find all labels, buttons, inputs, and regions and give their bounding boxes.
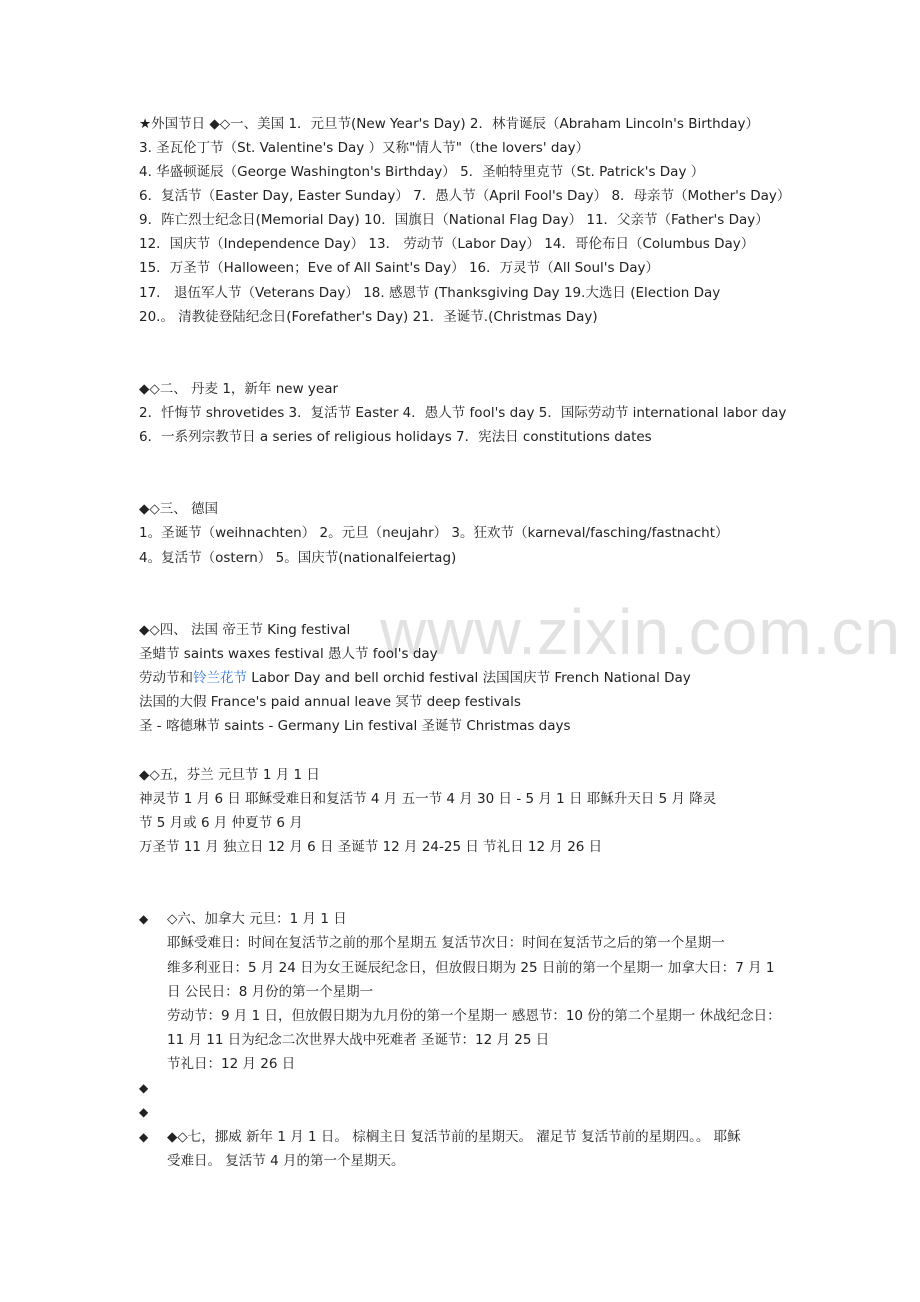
finland-line-3: 节 5 月或 6 月 仲夏节 6 月 — [139, 815, 303, 831]
us-line-7: 15．万圣节（Halloween；Eve of All Saint's Day） 16．万灵节（All Soul's Day） — [139, 260, 659, 276]
empty-bullet-1: ◆ — [139, 1081, 149, 1095]
canada-line-3: 维多利亚日：5 月 24 日为女王诞辰纪念日，但放假日期为 25 日前的第一个星期一 加拿大日：7 月 1 — [167, 960, 775, 976]
france-line-4: 法国的大假 France's paid annual leave 冥节 deep festivals — [139, 694, 521, 710]
france-line-3 — [139, 666, 799, 690]
france-line-1: ◆◇四、 法国 帝王节 King festival — [139, 622, 351, 638]
us-line-5: 9．阵亡烈士纪念日(Memorial Day) 10．国旗日（National Flag Day） 11．父亲节（Father's Day） — [139, 212, 769, 228]
germany-line-2: 1。圣诞节（weihnachten） 2。元旦（neujahr） 3。狂欢节（karneval/fasching/fastnacht） — [139, 525, 729, 541]
finland-line-1: ◆◇五，芬兰 元旦节 1 月 1 日 — [139, 767, 320, 783]
canada-bullet: ◆ — [139, 912, 149, 926]
norway-line-1: ◆◇七，挪威 新年 1 月 1 日。 棕榈主日 复活节前的星期天。 濯足节 复活节前的星期四。。 耶稣 — [167, 1129, 741, 1145]
france-line-3-pre: 劳动节和 — [139, 670, 193, 686]
france-line-3-post: Labor Day and bell orchid festival 法国国庆节 French National Day — [247, 670, 691, 686]
us-line-8: 17． 退伍军人节（Veterans Day） 18. 感恩节 (Thanksgiving Day 19.大选日 (Election Day — [139, 285, 721, 301]
empty-bullet-2: ◆ — [139, 1105, 149, 1119]
canada-line-7: 节礼日：12 月 26 日 — [167, 1056, 296, 1072]
us-line-2: 3. 圣瓦伦丁节（St. Valentine's Day ）又称"情人节"（the lovers' day） — [139, 140, 590, 156]
canada-line-4: 日 公民日：8 月份的第一个星期一 — [167, 984, 374, 1000]
watermark: www.zixin.com.cn — [380, 596, 901, 668]
canada-line-6: 11 月 11 日为纪念二次世界大战中死难者 圣诞节：12 月 25 日 — [167, 1032, 550, 1048]
germany-line-3: 4。复活节（ostern） 5。国庆节(nationalfeiertag) — [139, 550, 457, 566]
germany-line-1: ◆◇三、 德国 — [139, 501, 219, 517]
finland-line-4: 万圣节 11 月 独立日 12 月 6 日 圣诞节 12 月 24-25 日 节礼日 12 月 26 日 — [139, 839, 603, 855]
us-line-3: 4. 华盛顿诞辰（George Washington's Birthday） 5．圣帕特里克节（St. Patrick's Day ） — [139, 164, 705, 180]
norway-line-2: 受难日。 复活节 4 月的第一个星期天。 — [167, 1153, 405, 1169]
us-line-1: ★外国节日 ◆◇一、美国 1．元旦节(New Year's Day) 2．林肯诞辰（Abraham Lincoln's Birthday） — [139, 116, 759, 132]
france-line-2: 圣蜡节 saints waxes festival 愚人节 fool's day — [139, 646, 438, 662]
norway-bullet: ◆ — [139, 1130, 149, 1144]
us-line-4: 6．复活节（Easter Day, Easter Sunday） 7．愚人节（April Fool's Day） 8．母亲节（Mother's Day） — [139, 188, 791, 204]
us-line-6: 12．国庆节（Independence Day） 13． 劳动节（Labor Day） 14．哥伦布日（Columbus Day） — [139, 236, 755, 252]
denmark-line-1: ◆◇二、 丹麦 1，新年 new year — [139, 381, 339, 397]
lily-festival-link[interactable]: 铃兰花节 — [193, 670, 247, 686]
canada-line-2: 耶稣受难日：时间在复活节之前的那个星期五 复活节次日：时间在复活节之后的第一个星期一 — [167, 935, 725, 951]
canada-line-5: 劳动节：9 月 1 日，但放假日期为九月份的第一个星期一 感恩节：10 份的第二个星期一 休战纪念日： — [167, 1008, 781, 1024]
us-line-9: 20.。 清教徒登陆纪念日(Forefather's Day) 21．圣诞节.(Christmas Day) — [139, 309, 598, 325]
denmark-line-2: 2．忏悔节 shrovetides 3．复活节 Easter 4．愚人节 fool's day 5．国际劳动节 international labor day — [139, 405, 787, 421]
finland-line-2: 神灵节 1 月 6 日 耶稣受难日和复活节 4 月 五一节 4 月 30 日 - 5 月 1 日 耶稣升天日 5 月 降灵 — [139, 791, 717, 807]
canada-line-1: ◇六、加拿大 元旦：1 月 1 日 — [167, 911, 347, 927]
france-line-5: 圣 - 喀德琳节 saints - Germany Lin festival 圣诞节 Christmas days — [139, 718, 571, 734]
denmark-line-3: 6．一系列宗教节日 a series of religious holidays 7．宪法日 constitutions dates — [139, 429, 652, 445]
